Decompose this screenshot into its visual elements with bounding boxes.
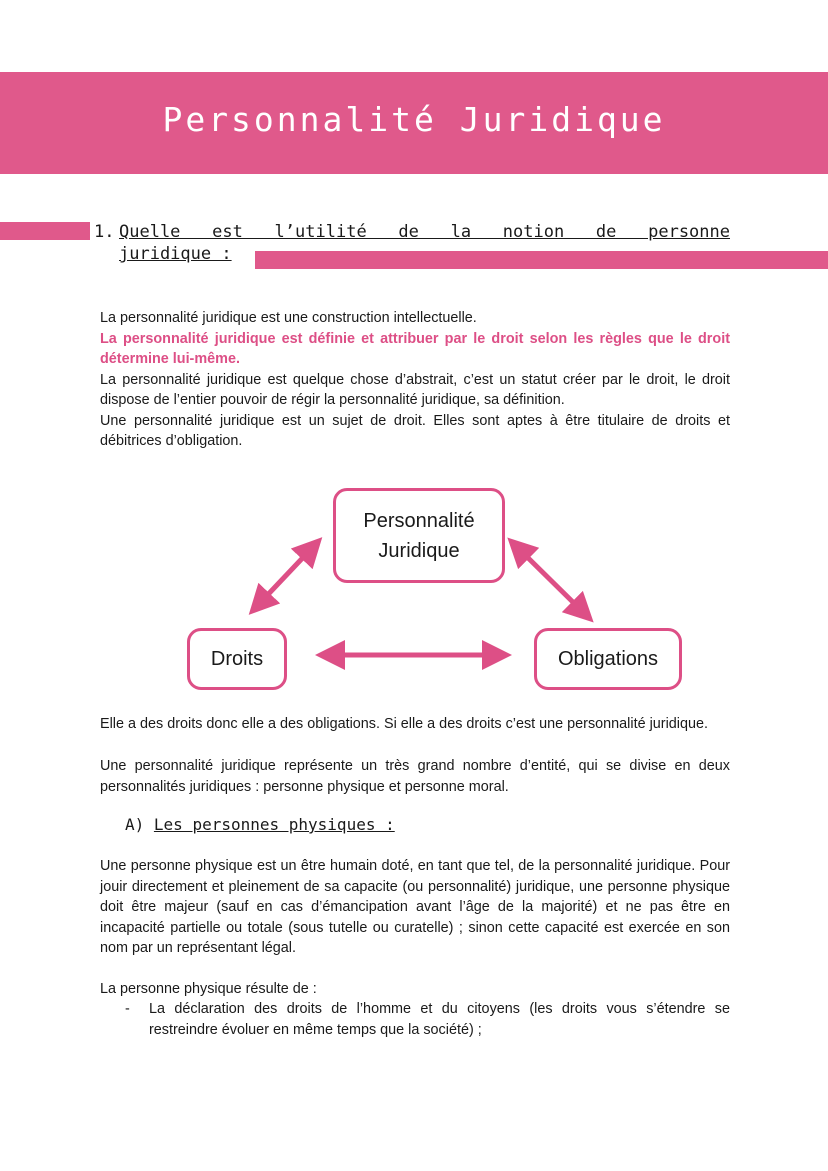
section-number: 1. <box>94 222 115 242</box>
bullet-marker: - <box>125 1001 130 1017</box>
box-label: Obligations <box>557 648 659 670</box>
box-label-line2: Juridique <box>378 539 460 562</box>
page-title: Personnalité Juridique <box>162 100 666 139</box>
heading-accent-bar-right <box>255 251 828 269</box>
box-label: Droits <box>210 648 264 670</box>
subsection-label: A) <box>125 815 145 834</box>
subsection-title: Les personnes physiques : <box>153 815 395 834</box>
subsection-heading <box>125 815 395 834</box>
intro-paragraphs <box>100 308 730 452</box>
paragraph: La personnalité juridique est une construction intellectuelle. <box>100 310 477 326</box>
paragraph: La personnalité juridique est quelque chose d’abstrait, c’est un statut créer par le droit, le droit dispose de l’entier pouvoir de régir la personnalité juridique, sa définition. <box>100 371 730 408</box>
heading-accent-bar-left <box>0 222 90 240</box>
box-label-line1: Personnalité <box>363 509 475 532</box>
section-heading-line2: juridique : <box>119 244 232 264</box>
arrow-top-left <box>259 548 312 604</box>
paragraph: Une personnalité juridique est un sujet de droit. Elles sont aptes à être titulaire de droits et débitrices d’obligation. <box>100 412 730 449</box>
box-droits <box>187 628 287 690</box>
highlighted-paragraph: La personnalité juridique est définie et attribuer par le droit selon les règles que le droit détermine lui-même. <box>100 330 730 367</box>
paragraph: Une personne physique est un être humain doté, en tant que tel, de la personnalité juridique. Pour jouir directement et pleinement de sa capacite (ou personnalité) juridique, une personne physique doit être majeur (sauf en cas d’émancipation avant l’âge de la majorité) et ne pas être en incapacité partielle ou totale (sous tutelle ou curatelle) ; sinon cette capacité est exercée en son nom par un représentant légal. <box>100 858 730 956</box>
section-heading-line1: Quelle est l’utilité de la notion de personne <box>119 222 730 242</box>
paragraph: Une personnalité juridique représente un très grand nombre d’entité, qui se divise en deux personnalités juridiques : personne physique et personne moral. <box>100 758 730 795</box>
list-item: La déclaration des droits de l’homme et du citoyens (les droits vous s’étendre se restreindre évoluer en même temps que la société) ; <box>149 1001 730 1038</box>
box-personnalite-juridique <box>333 488 505 583</box>
paragraph: La personne physique résulte de : <box>100 981 317 997</box>
box-obligations <box>534 628 682 690</box>
rights-obligations-diagram <box>0 480 828 700</box>
arrow-top-right <box>518 548 583 612</box>
paragraph: Elle a des droits donc elle a des obligations. Si elle a des droits c’est une personnalité juridique. <box>100 716 708 732</box>
